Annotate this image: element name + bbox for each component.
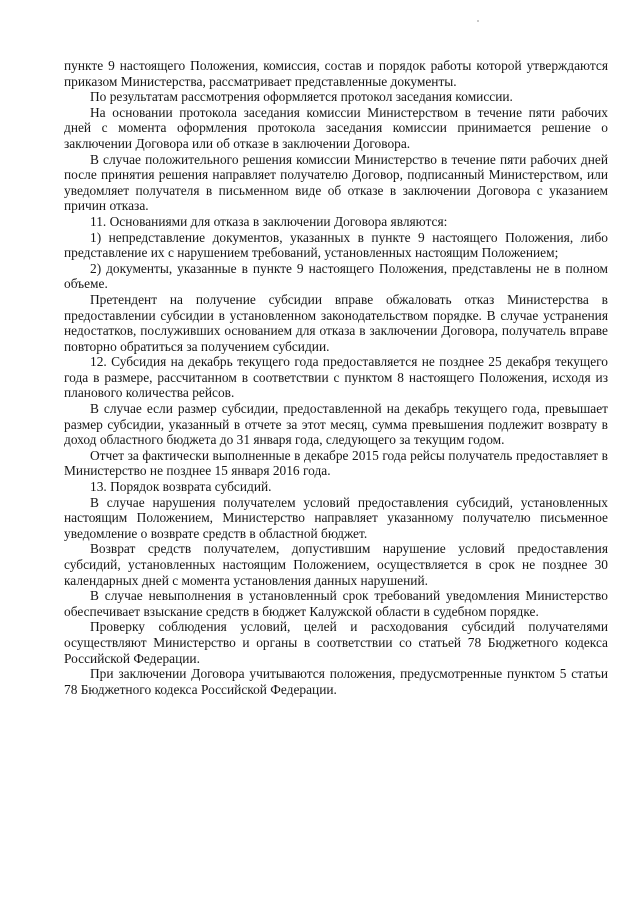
paragraph-audit: Проверку соблюдения условий, целей и расходования субсидий получателями осуществляют Министерство и органы в соответствии со статьей 78 Бюджетного кодекса Российской Федерации. <box>64 619 608 666</box>
paragraph-12: 12. Субсидия на декабрь текущего года предоставляется не позднее 25 декабря текущего года в размере, рассчитанном в соответствии с пунктом 8 настоящего Положения, исходя из планового количества рейсов. <box>64 354 608 401</box>
scan-speck <box>477 20 479 22</box>
paragraph-11-item-1: 1) непредставление документов, указанных в пункте 9 настоящего Положения, либо представление их с нарушением требований, установленных настоящим Положением; <box>64 229 608 261</box>
paragraph-continuation: пункте 9 настоящего Положения, комиссия, состав и порядок работы которой утверждаются приказом Министерства, рассматривает представленные документы. <box>64 58 608 89</box>
paragraph-13-court: В случае невыполнения в установленный срок требований уведомления Министерство обеспечивает взыскание средств в бюджет Калужской области в судебном порядке. <box>64 588 608 619</box>
paragraph-13-heading: 13. Порядок возврата субсидий. <box>90 479 272 495</box>
document-page <box>64 58 608 697</box>
paragraph-13-violation: В случае нарушения получателем условий предоставления субсидий, установленных настоящим Положением, Министерство направляет указанному получателю письменное уведомление о возврате средств в областной бюджет. <box>64 494 608 541</box>
paragraph-protocol: По результатам рассмотрения оформляется протокол заседания комиссии. <box>90 89 513 105</box>
paragraph-appeal: Претендент на получение субсидии вправе обжаловать отказ Министерства в предоставлении субсидии в установленном законодательством порядке. В случае устранения недостатков, послуживших основанием для отказа в заключении Договора, получатель вправе повторно обратиться за получением субсидии. <box>64 291 608 354</box>
paragraph-11-heading: 11. Основаниями для отказа в заключении Договора являются: <box>90 213 448 229</box>
paragraph-budget-code: При заключении Договора учитываются положения, предусмотренные пунктом 5 статьи 78 Бюджетного кодекса Российской Федерации. <box>64 666 608 697</box>
paragraph-12-report: Отчет за фактически выполненные в декабре 2015 года рейсы получатель предоставляет в Министерство не позднее 15 января 2016 года. <box>64 447 608 479</box>
paragraph-positive-decision: В случае положительного решения комиссии Министерство в течение пяти рабочих дней после принятия решения направляет получателю Договор, подписанный Министерством, или уведомляет получателя в письменном виде об отказе в заключении Договора с указанием причин отказа. <box>64 151 608 214</box>
paragraph-13-return: Возврат средств получателем, допустившим нарушение условий предоставления субсидий, установленных настоящим Положением, осуществляется в срок не позднее 30 календарных дней с момента установления данных нарушений. <box>64 541 608 588</box>
paragraph-decision: На основании протокола заседания комиссии Министерством в течение пяти рабочих дней с момента оформления протокола заседания комиссии принимается решение о заключении Договора или об отказе в заключении Договора. <box>64 104 608 151</box>
paragraph-12-excess: В случае если размер субсидии, предоставленной на декабрь текущего года, превышает размер субсидии, указанный в отчете за этот месяц, сумма превышения подлежит возврату в доход областного бюджета до 31 января года, следующего за текущим годом. <box>64 401 608 448</box>
paragraph-11-item-2: 2) документы, указанные в пункте 9 настоящего Положения, представлены не в полном объеме. <box>64 260 608 292</box>
